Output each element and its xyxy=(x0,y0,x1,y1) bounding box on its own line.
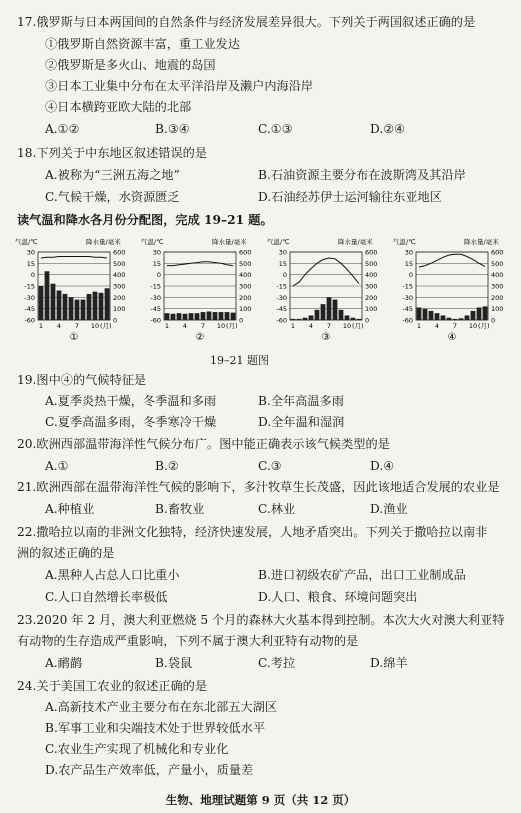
temp-tick-label: 0 xyxy=(156,271,161,280)
precip-tick-label: 0 xyxy=(239,316,244,325)
chart-number-label: ④ xyxy=(447,332,457,343)
precip-bar xyxy=(483,306,488,320)
q22-option-a: A.黑种人占总人口比重小 xyxy=(45,568,180,582)
temp-tick-label: -45 xyxy=(24,305,35,314)
precip-bar xyxy=(309,315,314,320)
right-axis-label: 降水量/毫米 xyxy=(86,238,121,246)
left-axis-label: 气温/℃ xyxy=(393,238,416,246)
q24-option-b: B.军事工业和尖端技术处于世界较低水平 xyxy=(45,721,266,735)
precip-tick-label: 300 xyxy=(491,282,504,291)
q20-option-a: A.① xyxy=(45,459,69,473)
precip-tick-label: 400 xyxy=(365,271,378,280)
precip-tick-label: 200 xyxy=(365,293,378,302)
q17-statement-1: ①俄罗斯自然资源丰富，重工业发达 xyxy=(45,37,240,51)
precip-bar xyxy=(435,313,440,320)
precip-tick-label: 600 xyxy=(113,248,126,257)
precip-bar xyxy=(225,312,230,320)
temp-tick-label: 0 xyxy=(408,271,413,280)
temp-tick-label: 30 xyxy=(26,248,35,257)
precip-bar xyxy=(87,294,92,320)
q20-option-d: D.④ xyxy=(370,459,395,473)
precip-bar xyxy=(447,318,452,320)
q24-option-d: D.农产品生产效率低，产量小，质量差 xyxy=(45,763,254,777)
precip-bar xyxy=(291,319,296,320)
month-tick-label: 1 xyxy=(164,322,170,330)
chart-number-label: ③ xyxy=(321,332,331,343)
temp-tick-label: -60 xyxy=(276,316,287,325)
precip-tick-label: 300 xyxy=(239,282,252,291)
precip-bar xyxy=(423,309,428,320)
q23-stem-line-2: 有动物的生存造成严重影响，下列不属于澳大利亚特有动物的是 xyxy=(17,634,359,648)
q18-option-c: C.气候干燥，水资源匮乏 xyxy=(45,190,180,204)
q22-stem-line-1: 22.撒哈拉以南的非洲文化独特，经济快速发展，人地矛盾突出。下列关于撒哈拉以南非 xyxy=(17,525,488,539)
precip-bar xyxy=(303,318,308,320)
q17-statement-3: ③日本工业集中分布在太平洋沿岸及濑户内海沿岸 xyxy=(45,79,314,93)
q19-option-d: D.全年温和湿润 xyxy=(258,415,345,429)
q24-option-a: A.高新技术产业主要分布在东北部五大湖区 xyxy=(45,700,278,714)
q17-statement-2: ②俄罗斯是多火山、地震的岛国 xyxy=(45,58,216,72)
q20-option-b: B.② xyxy=(155,459,179,473)
precip-bar xyxy=(429,311,434,320)
precip-bar xyxy=(189,313,194,320)
q20-stem: 20.欧洲西部温带海洋性气候分布广。图中能正确表示该气候类型的是 xyxy=(17,437,390,451)
q18-option-a: A.被称为“三洲五海之地” xyxy=(45,168,180,182)
temperature-line xyxy=(419,254,485,267)
q20-option-c: C.③ xyxy=(258,459,282,473)
q23-option-d: D.绵羊 xyxy=(370,656,408,670)
temp-tick-label: -30 xyxy=(150,293,161,302)
q17-option-a: A.①② xyxy=(45,122,80,136)
temp-tick-label: -15 xyxy=(276,282,287,291)
temp-tick-label: 30 xyxy=(278,248,287,257)
month-tick-label: 10 xyxy=(90,322,100,330)
q18-option-b: B.石油资源主要分布在波斯湾及其沿岸 xyxy=(258,168,466,182)
temperature-line xyxy=(293,258,359,286)
month-tick-label: 7 xyxy=(200,322,206,330)
temp-tick-label: -45 xyxy=(402,305,413,314)
q17-option-c: C.①③ xyxy=(258,122,293,136)
temp-tick-label: -60 xyxy=(24,316,35,325)
temp-tick-label: 15 xyxy=(152,259,161,268)
precip-bar xyxy=(315,310,320,320)
precip-bar xyxy=(297,319,302,320)
climate-chart-3 xyxy=(266,236,394,344)
precip-bar xyxy=(471,311,476,320)
temp-tick-label: 15 xyxy=(278,259,287,268)
q23-option-c: C.考拉 xyxy=(258,656,296,670)
chart-number-label: ① xyxy=(69,332,79,343)
precip-bar xyxy=(183,314,188,320)
precip-bar xyxy=(213,312,218,320)
precip-bar xyxy=(105,288,110,320)
precip-tick-label: 300 xyxy=(113,282,126,291)
precip-tick-label: 200 xyxy=(491,293,504,302)
temp-tick-label: -15 xyxy=(150,282,161,291)
chart-intro: 读气温和降水各月份分配图，完成 19–21 题。 xyxy=(17,213,273,227)
month-unit-label: (月) xyxy=(352,322,364,330)
q21-option-d: D.渔业 xyxy=(370,502,408,516)
precip-bar xyxy=(351,318,356,320)
q18-stem: 18.下列关于中东地区叙述错误的是 xyxy=(17,146,208,160)
precip-tick-label: 0 xyxy=(491,316,496,325)
precip-tick-label: 600 xyxy=(491,248,504,257)
precip-tick-label: 500 xyxy=(113,259,126,268)
precip-tick-label: 100 xyxy=(491,305,504,314)
temp-tick-label: -15 xyxy=(402,282,413,291)
precip-tick-label: 400 xyxy=(491,271,504,280)
month-unit-label: (月) xyxy=(226,322,238,330)
temp-tick-label: 0 xyxy=(30,271,35,280)
q21-stem: 21.欧洲西部在温带海洋性气候的影响下，多汁牧草生长茂盛，因此该地适合发展的农业是 xyxy=(17,480,500,494)
right-axis-label: 降水量/毫米 xyxy=(338,238,373,246)
month-tick-label: 1 xyxy=(290,322,296,330)
q24-option-c: C.农业生产实现了机械化和专业化 xyxy=(45,742,229,756)
q21-option-c: C.林业 xyxy=(258,502,296,516)
temp-tick-label: -15 xyxy=(24,282,35,291)
q23-option-b: B.袋鼠 xyxy=(155,656,193,670)
q17-option-b: B.③④ xyxy=(155,122,190,136)
figure-caption: 19–21 题图 xyxy=(210,354,269,367)
precip-bar xyxy=(69,297,74,320)
precip-bar xyxy=(339,310,344,320)
month-tick-label: 7 xyxy=(452,322,458,330)
precip-tick-label: 500 xyxy=(491,259,504,268)
q22-stem-line-2: 洲的叙述正确的是 xyxy=(17,546,115,560)
month-tick-label: 10 xyxy=(468,322,478,330)
precip-tick-label: 500 xyxy=(365,259,378,268)
q24-stem: 24.关于美国工农业的叙述正确的是 xyxy=(17,679,208,693)
q22-option-c: C.人口自然增长率极低 xyxy=(45,590,168,604)
climate-chart-4 xyxy=(392,236,520,344)
q17-stem: 17.俄罗斯与日本两国间的自然条件与经济发展差异很大。下列关于两国叙述正确的是 xyxy=(17,15,476,29)
precip-bar xyxy=(99,293,104,320)
month-tick-label: 7 xyxy=(74,322,80,330)
month-tick-label: 7 xyxy=(326,322,332,330)
precip-bar xyxy=(93,292,98,320)
temp-tick-label: -30 xyxy=(24,293,35,302)
precip-tick-label: 400 xyxy=(113,271,126,280)
precip-bar xyxy=(219,312,224,320)
precip-tick-label: 600 xyxy=(365,248,378,257)
precip-bar xyxy=(63,294,68,320)
temperature-line xyxy=(167,262,233,266)
right-axis-label: 降水量/毫米 xyxy=(464,238,499,246)
precip-bar xyxy=(333,300,338,320)
precip-bar xyxy=(321,304,326,320)
q19-option-b: B.全年高温多雨 xyxy=(258,394,344,408)
q17-option-d: D.②④ xyxy=(370,122,406,136)
precip-bar xyxy=(345,315,350,320)
temp-tick-label: 30 xyxy=(152,248,161,257)
precip-bar xyxy=(39,286,44,320)
temp-tick-label: -45 xyxy=(150,305,161,314)
precip-bar xyxy=(201,312,206,320)
precip-bar xyxy=(75,300,80,320)
precip-bar xyxy=(177,313,182,320)
temp-tick-label: 15 xyxy=(404,259,413,268)
temp-tick-label: -30 xyxy=(276,293,287,302)
q23-stem-line-1: 23.2020 年 2 月，澳大利亚燃烧 5 个月的森林大火基本得到控制。本次大火对澳大利亚特 xyxy=(17,613,505,627)
precip-bar xyxy=(231,313,236,320)
precip-tick-label: 500 xyxy=(239,259,252,268)
month-unit-label: (月) xyxy=(100,322,112,330)
precip-tick-label: 100 xyxy=(113,305,126,314)
precip-bar xyxy=(51,284,56,320)
temp-tick-label: 15 xyxy=(26,259,35,268)
month-tick-label: 4 xyxy=(182,322,188,330)
precip-tick-label: 600 xyxy=(239,248,252,257)
temp-tick-label: -60 xyxy=(150,316,161,325)
precip-bar xyxy=(195,313,200,320)
precip-tick-label: 100 xyxy=(365,305,378,314)
temperature-line xyxy=(41,257,107,259)
precip-bar xyxy=(57,291,62,320)
right-axis-label: 降水量/毫米 xyxy=(212,238,247,246)
precip-bar xyxy=(171,314,176,320)
page-footer: 生物、地理试题第 9 页（共 12 页） xyxy=(165,793,356,807)
q17-statement-4: ④日本横跨亚欧大陆的北部 xyxy=(45,100,192,114)
temp-tick-label: -30 xyxy=(402,293,413,302)
temp-tick-label: 30 xyxy=(404,248,413,257)
precip-bar xyxy=(357,319,362,320)
temp-tick-label: -45 xyxy=(276,305,287,314)
month-tick-label: 4 xyxy=(56,322,62,330)
q23-option-a: A.鸸鹋 xyxy=(45,656,83,670)
temp-tick-label: 0 xyxy=(282,271,287,280)
q19-option-a: A.夏季炎热干燥，冬季温和多雨 xyxy=(45,394,217,408)
month-tick-label: 1 xyxy=(416,322,422,330)
precip-bar xyxy=(327,297,332,320)
q19-option-c: C.夏季高温多雨，冬季寒冷干燥 xyxy=(45,415,217,429)
precip-bar xyxy=(453,319,458,320)
precip-bar xyxy=(477,308,482,320)
precip-tick-label: 0 xyxy=(113,316,118,325)
month-tick-label: 4 xyxy=(434,322,440,330)
precip-tick-label: 300 xyxy=(365,282,378,291)
precip-bar xyxy=(465,315,470,320)
month-tick-label: 10 xyxy=(342,322,352,330)
precip-bar xyxy=(165,313,170,320)
precip-bar xyxy=(45,271,50,320)
left-axis-label: 气温/℃ xyxy=(267,238,290,246)
chart-number-label: ② xyxy=(195,332,205,343)
precip-bar xyxy=(417,308,422,320)
q21-option-a: A.种植业 xyxy=(45,502,95,516)
precip-tick-label: 100 xyxy=(239,305,252,314)
precip-bar xyxy=(441,315,446,320)
month-tick-label: 10 xyxy=(216,322,226,330)
precip-bar xyxy=(81,300,86,320)
q22-option-d: D.人口、粮食、环境问题突出 xyxy=(258,590,418,604)
climate-chart-2 xyxy=(140,236,268,344)
precip-bar xyxy=(459,318,464,320)
temp-tick-label: -60 xyxy=(402,316,413,325)
q19-stem: 19.图中④的气候特征是 xyxy=(17,373,147,387)
precip-tick-label: 0 xyxy=(365,316,370,325)
precip-tick-label: 400 xyxy=(239,271,252,280)
climate-chart-1 xyxy=(14,236,142,344)
q18-option-d: D.石油经苏伊士运河输往东亚地区 xyxy=(258,190,442,204)
month-tick-label: 4 xyxy=(308,322,314,330)
precip-tick-label: 200 xyxy=(239,293,252,302)
q22-option-b: B.进口初级农矿产品，出口工业制成品 xyxy=(258,568,466,582)
left-axis-label: 气温/℃ xyxy=(15,238,38,246)
month-unit-label: (月) xyxy=(478,322,490,330)
precip-tick-label: 200 xyxy=(113,293,126,302)
left-axis-label: 气温/℃ xyxy=(141,238,164,246)
precip-bar xyxy=(207,312,212,321)
month-tick-label: 1 xyxy=(38,322,44,330)
q21-option-b: B.畜牧业 xyxy=(155,502,205,516)
